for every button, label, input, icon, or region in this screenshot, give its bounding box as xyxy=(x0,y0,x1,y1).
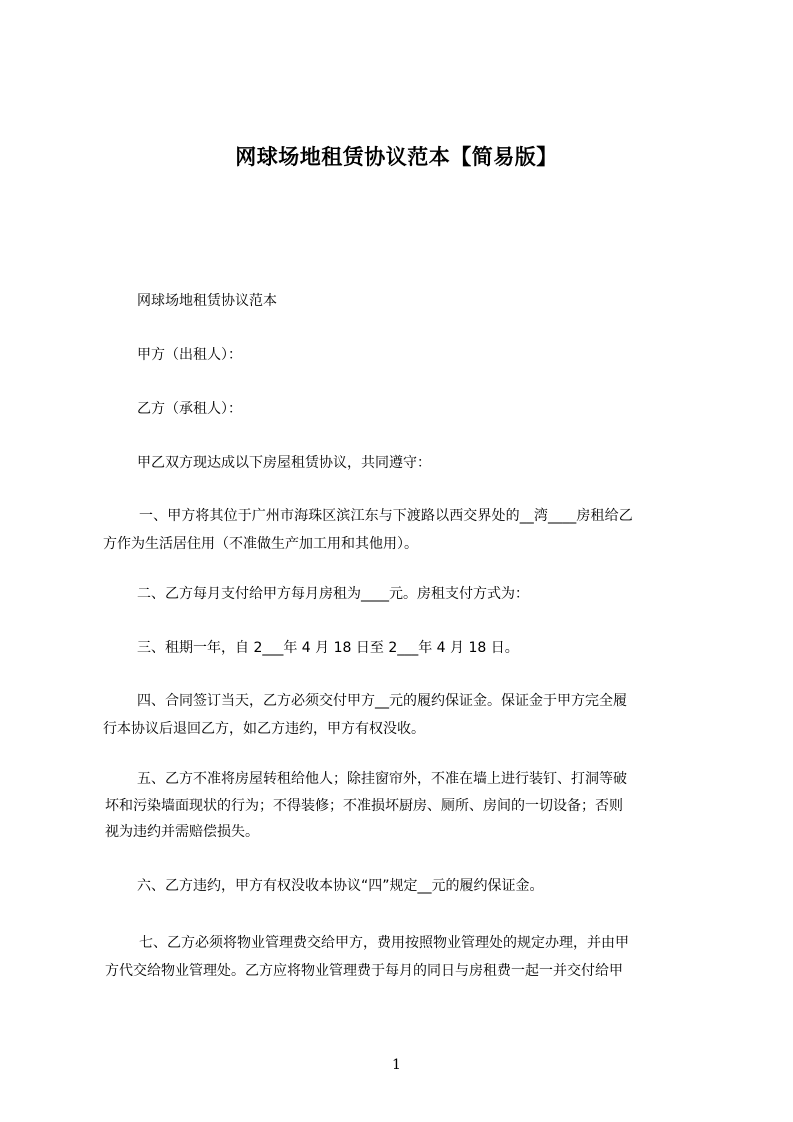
paragraph-clause-7 xyxy=(103,929,700,985)
paragraph-line: 网球场地租赁协议范本 xyxy=(137,293,277,309)
paragraph-party-b xyxy=(137,395,734,423)
paragraph-party-a xyxy=(137,341,734,369)
paragraph-clause-5 xyxy=(103,766,700,846)
paragraph-clause-6 xyxy=(103,872,700,900)
paragraph-line: 三、租期一年，自 2___年 4 月 18 日至 2___年 4 月 18 日。 xyxy=(137,640,519,656)
paragraph-clause-1 xyxy=(103,502,700,558)
document-title: 网球场地租赁协议范本【简易版】 xyxy=(235,145,558,169)
paragraph-intro xyxy=(137,449,734,477)
paragraph-line: 行本协议后退回乙方，如乙方违约，甲方有权没收。 xyxy=(103,721,425,737)
paragraph-line: 七、乙方必须将物业管理费交给甲方，费用按照物业管理处的规定办理，并由甲 xyxy=(139,935,629,951)
paragraph-line: 乙方（承租人）： xyxy=(137,401,242,417)
paragraph-line: 坏和污染墙面现状的行为；不得装修；不准损坏厨房、厕所、房间的一切设备；否则 xyxy=(105,797,623,814)
paragraph-line: 一、甲方将其位于广州市海珠区滨江东与下渡路以西交界处的__湾____房租给乙 xyxy=(139,508,633,524)
paragraph-line: 五、乙方不准将房屋转租给他人；除挂窗帘外，不准在墙上进行装钉、打洞等破 xyxy=(137,771,627,787)
paragraph-line: 六、乙方违约，甲方有权没收本协议“四”规定__元的履约保证金。 xyxy=(137,878,544,894)
paragraph-line: 四、合同签订当天，乙方必须交付甲方__元的履约保证金。保证金于甲方完全履 xyxy=(137,693,627,709)
paragraph-line: 方代交给物业管理处。乙方应将物业管理费于每月的同日与房租费一起一并交付给甲 xyxy=(105,963,623,979)
paragraph-clause-4 xyxy=(103,687,700,743)
page-number: 1 xyxy=(392,1057,401,1073)
paragraph-line: 二、乙方每月支付给甲方每月房租为____元。房租支付方式为： xyxy=(137,586,529,602)
paragraph-clause-2 xyxy=(103,580,700,608)
paragraph-clause-3 xyxy=(103,634,700,662)
paragraph-line: 视为违约并需赔偿损失。 xyxy=(105,824,259,840)
paragraph-line: 甲方（出租人）： xyxy=(137,347,242,363)
paragraph-heading xyxy=(137,287,734,315)
paragraph-line: 甲乙双方现达成以下房屋租赁协议，共同遵守： xyxy=(137,455,431,471)
paragraph-line: 方作为生活居住用（不准做生产加工用和其他用）。 xyxy=(103,536,418,552)
